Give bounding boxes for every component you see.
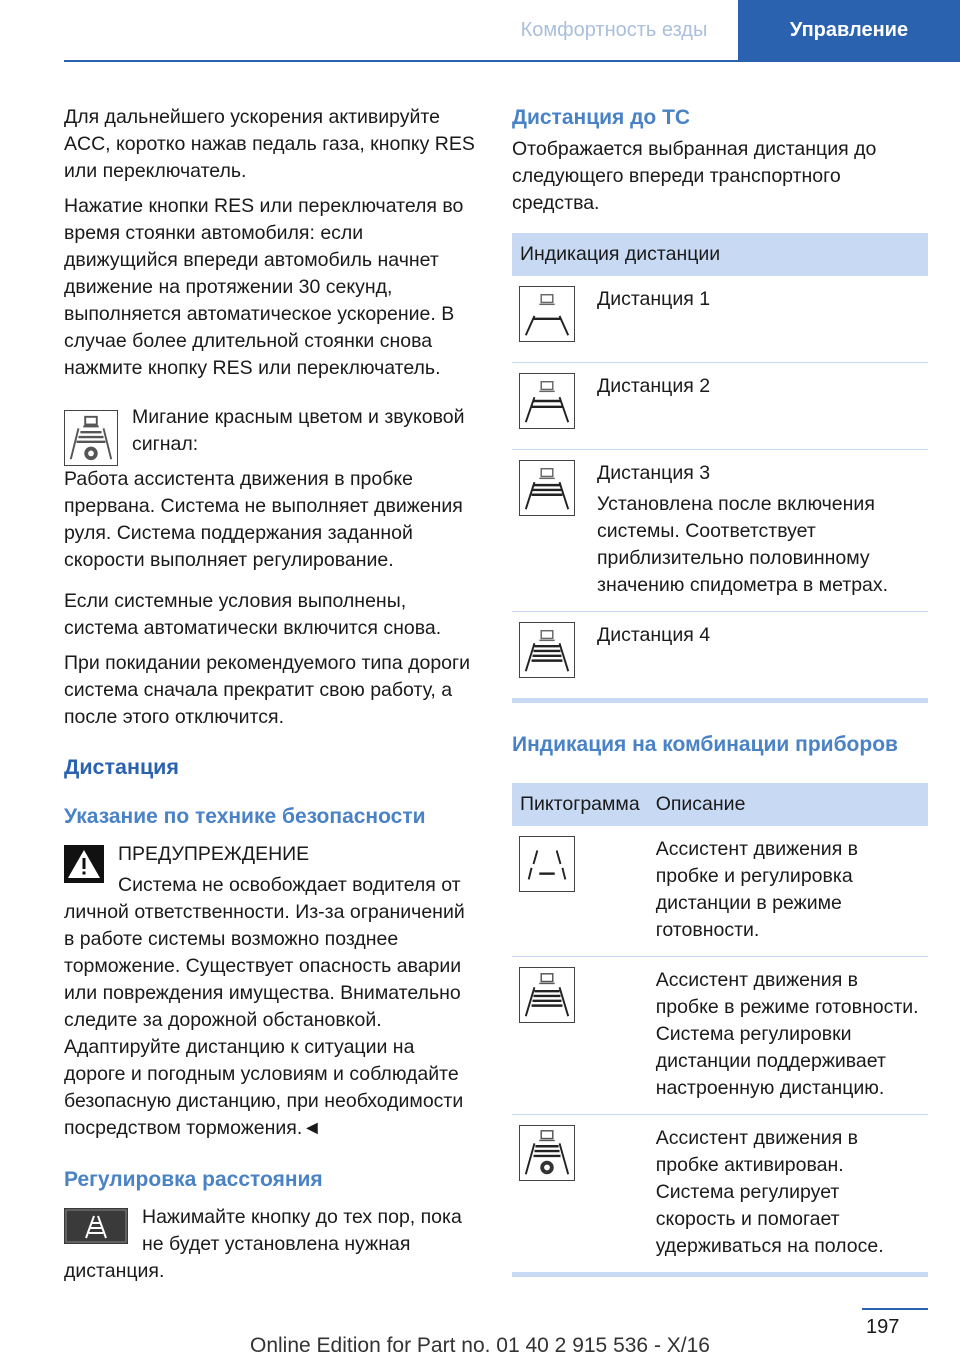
table-end-rule (512, 1273, 928, 1277)
distance-3-note: Установлена после включения системы. Соответствует приблизительно половинному значению спидометра в метрах. (597, 493, 889, 596)
cluster-col-pictogram: Пиктограмма (512, 783, 648, 826)
cluster-row-2-text: Ассистент движения в пробке в режиме готовности. Система регулировки дистанции поддерживает настроенную дистанцию. (655, 969, 919, 1099)
lane-assist-standby-icon (519, 836, 575, 892)
heading-safety: Указание по технике безопасности (64, 805, 426, 828)
blink-block (64, 404, 480, 574)
left-column (64, 104, 480, 1293)
cluster-row-3-text: Ассистент движения в пробке активирован. Система регулирует скорость и помогает удерживаться на полосе. (655, 1127, 884, 1257)
lane-assist-warning-icon (64, 410, 118, 466)
table-row (512, 957, 928, 1115)
paragraph-auto-restart: Если системные условия выполнены, система автоматически включится снова. (64, 590, 442, 639)
table-row (512, 1115, 928, 1273)
distance-table (512, 233, 928, 699)
distance-2-icon (519, 373, 575, 429)
header-chapter-tab[interactable]: Управление (738, 0, 960, 60)
header-section-title: Комфортность езды (520, 19, 708, 41)
table-row (512, 276, 928, 363)
heading-regulation: Регулировка расстояния (64, 1168, 323, 1191)
warning-text: Система не освобождает водителя от личной ответственности. Из-за ограничений в работе системы возможно позднее торможение. Существует опасность аварии или повреждения имущества. Внимательно следите за дорожной обстановкой. Адаптируйте дистанцию к ситуации на дороге и погодным условиям и соблюдайте безопасную дистанцию, при необходимости посредством торможения.◄ (64, 874, 465, 1139)
lane-assist-ready-icon (519, 967, 575, 1023)
page-number-rule (862, 1308, 928, 1310)
warning-triangle-icon (64, 845, 104, 883)
right-column (512, 104, 928, 1277)
cluster-row-1-text: Ассистент движения в пробке и регулировка дистанции в режиме готовности. (655, 838, 859, 941)
regulation-block (64, 1204, 480, 1285)
distance-4-label: Дистанция 4 (597, 624, 711, 646)
warning-block (64, 841, 480, 1142)
distance-button-icon (64, 1208, 128, 1244)
distance-table-header: Индикация дистанции (512, 233, 928, 276)
lane-assist-active-icon (519, 1125, 575, 1181)
distance-intro: Отображается выбранная дистанция до следующего впереди транспортного средства. (512, 138, 877, 214)
warning-title: ПРЕДУПРЕЖДЕНИЕ (118, 843, 310, 865)
header-rule (64, 60, 960, 62)
blink-text: Мигание красным цветом и звуковой сигнал: (132, 406, 465, 455)
table-row (512, 450, 928, 612)
paragraph-acc: Для дальнейшего ускорения активируйте ACC, коротко нажав педаль газа, кнопку RES или переключатель. (64, 106, 475, 182)
table-row (512, 826, 928, 957)
table-row (512, 363, 928, 450)
blink-detail: Работа ассистента движения в пробке прервана. Система не выполняет движения руля. Система поддержания заданной скорости выполняет регулирование. (64, 468, 463, 571)
cluster-table (512, 783, 928, 1273)
paragraph-res: Нажатие кнопки RES или переключателя во время стоянки автомобиля: если движущийся впереди автомобиль начнет движение на протяжении 30 секунд, выполняется автоматическое ускорение. В случае более длительной стоянки снова нажмите кнопку RES или переключатель. (64, 195, 464, 379)
table-row (512, 612, 928, 699)
footer-edition: Online Edition for Part no. 01 40 2 915 536 - X/16 (250, 1334, 710, 1357)
regulation-text: Нажимайте кнопку до тех пор, пока не будет установлена нужная дистанция. (64, 1206, 462, 1282)
distance-1-icon (519, 286, 575, 342)
distance-4-icon (519, 622, 575, 678)
heading-cluster: Индикация на комбинации приборов (512, 733, 898, 756)
cluster-col-description: Описание (648, 783, 928, 826)
paragraph-road-type: При покидании рекомендуемого типа дороги система сначала прекратит свою работу, а после этого отключится. (64, 652, 471, 728)
table-end-rule (512, 699, 928, 703)
heading-distance-vehicle: Дистанция до ТС (512, 106, 691, 129)
heading-distance: Дистанция (64, 755, 179, 779)
distance-2-label: Дистанция 2 (597, 375, 711, 397)
distance-1-label: Дистанция 1 (597, 288, 711, 310)
distance-3-label: Дистанция 3 (597, 462, 711, 484)
page-number: 197 (866, 1316, 900, 1338)
distance-3-icon (519, 460, 575, 516)
